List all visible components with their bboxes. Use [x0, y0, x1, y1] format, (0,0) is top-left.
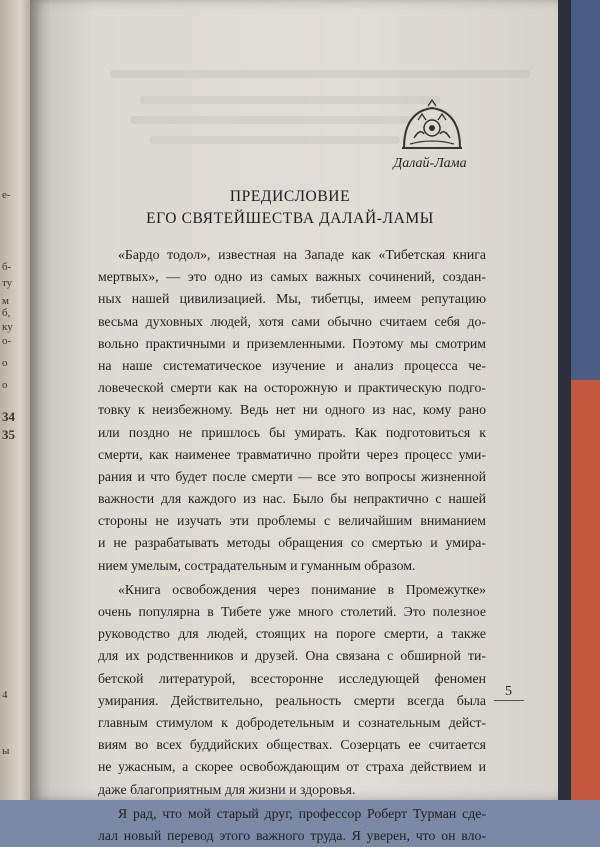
heading-line: ЕГО СВЯТЕЙШЕСТВА ДАЛАЙ-ЛАМЫ [146, 210, 434, 227]
heading-line: ПРЕДИСЛОВИЕ [229, 188, 351, 205]
prev-page-fragment: м [2, 295, 9, 307]
page-number-rule [494, 700, 524, 701]
text-line: лал новый перевод этого важного труда. Я уверен, что он вло- [98, 827, 486, 843]
prev-page-fragment: о [2, 357, 8, 369]
text-line: для их родственников и друзей. Она связана с обширной ти- [98, 648, 486, 664]
text-line: Я рад, что мой старый друг, профессор Роберт Турман сде- [118, 805, 486, 821]
show-through-text [110, 70, 530, 78]
prev-page-fragment: б, [2, 307, 11, 319]
prev-page-fragment: ту [2, 277, 13, 289]
text-line: весьма духовных людей, хотя сами обычно считаем себя до- [98, 313, 486, 329]
page-number: 5 [505, 684, 512, 699]
body-text [98, 244, 486, 847]
show-through-text [150, 136, 400, 144]
text-line: важности для каждого из нас. Было бы непрактично с нашей [98, 491, 486, 507]
show-through-text [130, 116, 410, 124]
text-line: ных нашей цивилизацией. Мы, тибетцы, имеем репутацию [98, 291, 486, 307]
text-line: главным стимулом к добродетельным и сознательным дейст- [98, 714, 486, 730]
text-line: мертвых», — это одно из самых важных сочинений, создан- [98, 269, 486, 285]
text-line: не ужасным, а скорее освобождающим от страха действием и [98, 759, 486, 775]
text-line: смерти, как наименее травматично пройти через процесс уми- [98, 446, 486, 462]
text-line: очень популярна в Тибете уже много столетий. Это полезное [98, 604, 486, 619]
text-line: умирания. Действительно, реальность смерти всегда была [98, 692, 486, 708]
text-line: нием умелым, сострадательным и гуманным образом. [98, 557, 416, 573]
prev-page-fragment: о [2, 379, 8, 391]
text-line: виям во всех буддийских обществах. Созерцать ее считается [98, 737, 486, 753]
prev-page-fragment: 35 [2, 427, 15, 442]
text-line: «Книга освобождения через понимание в Промежутке» [118, 581, 486, 597]
prev-page-fragment: б- [2, 261, 12, 273]
text-line: и не разрабатывать методы обращения со смертью и умира- [98, 535, 486, 551]
chapter-heading [100, 186, 480, 230]
text-line: или поздно не пришлось бы умирать. Как подготовиться к [98, 424, 486, 440]
emblem-caption: Далай-Лама [393, 156, 467, 171]
prev-page-fragment: о- [2, 335, 12, 347]
prev-page-fragment: ы [2, 745, 10, 757]
prev-page-fragment: 34 [2, 409, 15, 424]
text-line: вольно практичными и приземленными. Поэтому мы смотрим [98, 335, 486, 351]
text-line: рания и что будет после смерти — все это вопросы жизненной [98, 468, 486, 484]
text-line: бетской литературой, всесторонне исследующей феномен [98, 670, 486, 686]
show-through-text [140, 96, 440, 104]
text-line: товку к неизбежному. Ведь нет ни одного из нас, кому рано [98, 402, 486, 418]
prev-page-fragment: 4 [2, 689, 8, 701]
previous-page-edge [0, 0, 34, 800]
text-line: ловеческой смерти как на осторожную и практическую подго- [98, 380, 486, 396]
text-line: даже благоприятным для жизни и здоровья. [98, 781, 356, 797]
prev-page-fragment: ку [2, 321, 13, 333]
text-line: «Бардо тодол», известная на Западе как «Тибетская книга [118, 247, 486, 262]
text-line: на наше систематическое изучение и анализ процесса че- [98, 357, 486, 373]
text-line: стороны не изучать эти проблемы с величайшим вниманием [98, 513, 486, 529]
prev-page-fragment: е- [2, 189, 11, 201]
text-line: руководство для людей, стоящих на пороге смерти, а также [98, 626, 486, 642]
dalai-lama-seal-emblem [400, 98, 464, 154]
